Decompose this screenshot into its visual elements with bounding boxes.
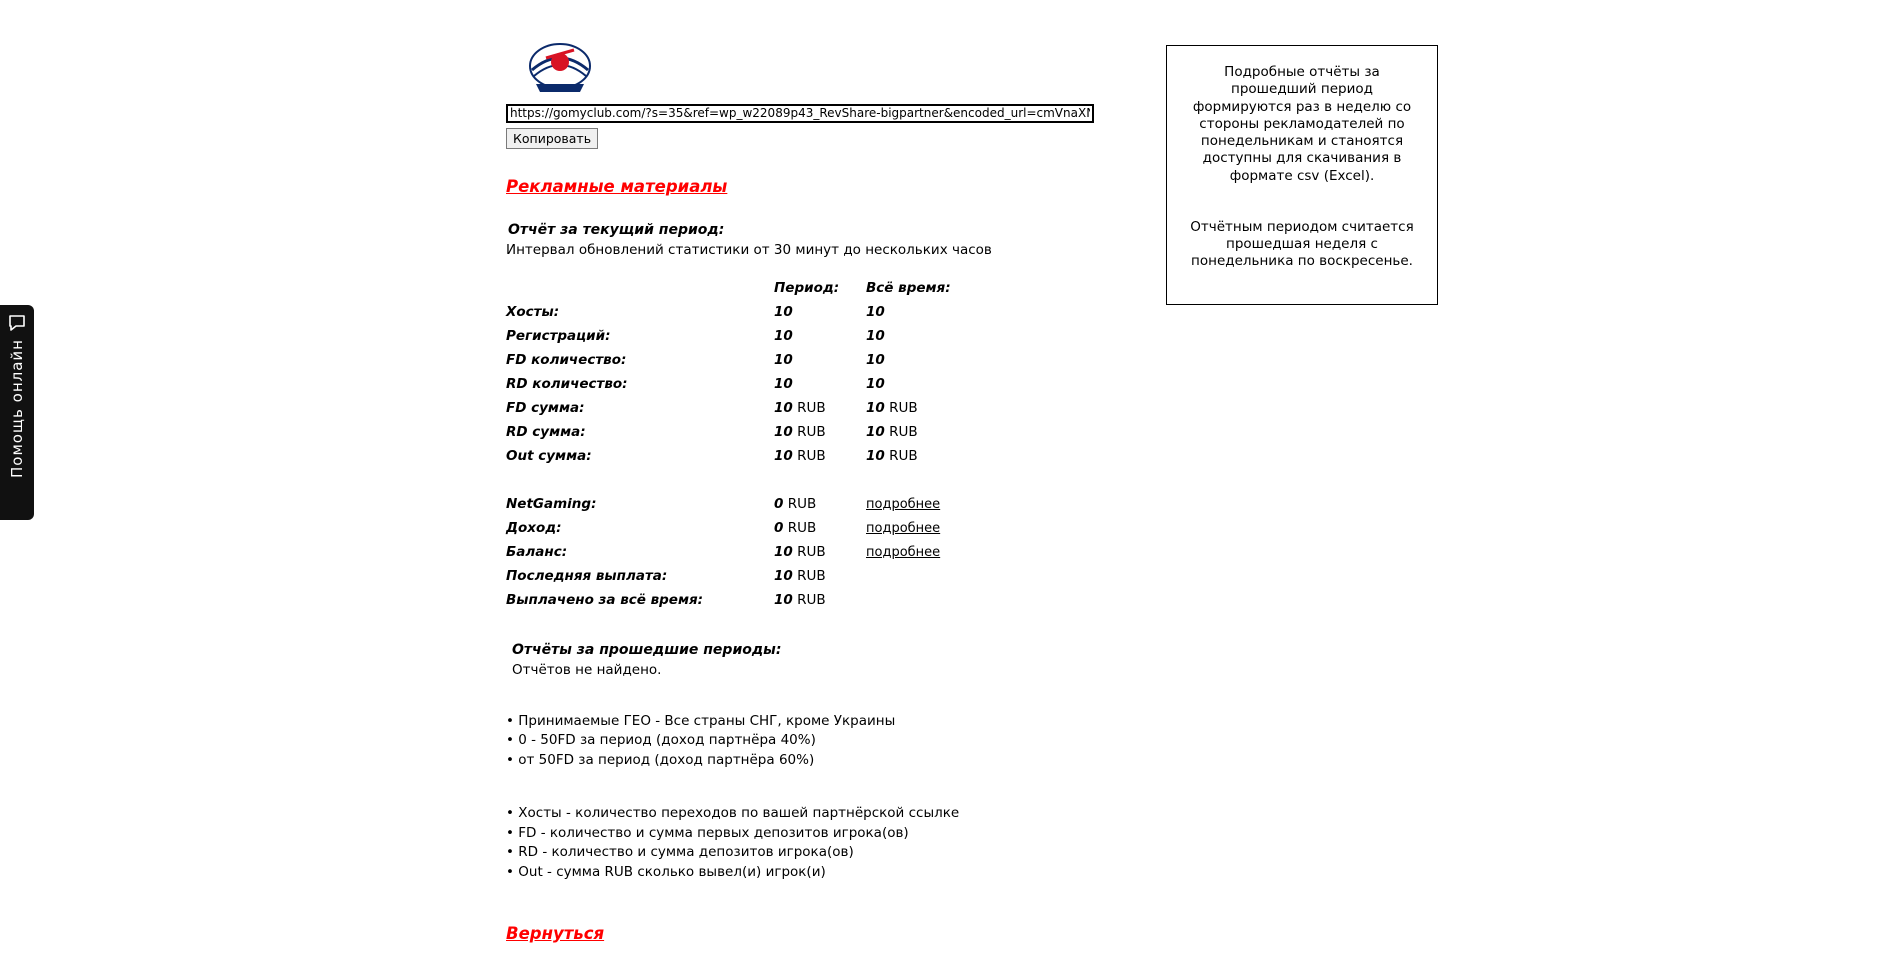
row-total-value: 10 — [866, 423, 885, 440]
current-report-title: Отчёт за текущий период: — [508, 221, 725, 238]
row-total-currency: RUB — [889, 423, 918, 440]
row-period-currency: RUB — [797, 591, 826, 608]
row-label: Последняя выплата: — [506, 567, 668, 584]
row-period-currency: RUB — [797, 447, 826, 464]
list-item: • FD - количество и сумма первых депозитов игрока(ов) — [506, 826, 1126, 842]
row-label: RD сумма: — [506, 423, 586, 440]
row-total-value: 10 — [866, 447, 885, 464]
row-period-value: 10 — [774, 423, 793, 440]
row-period-currency: RUB — [797, 423, 826, 440]
stats-table — [506, 280, 986, 616]
list-item: • от 50FD за период (доход партнёра 60%) — [506, 753, 1126, 769]
table-row — [506, 544, 986, 568]
list-item: • 0 - 50FD за период (доход партнёра 40%) — [506, 733, 1126, 749]
chat-bubble-icon — [7, 313, 27, 333]
row-total-value: 10 — [866, 303, 885, 320]
row-total-currency: RUB — [889, 447, 918, 464]
current-report-note: Интервал обновлений статистики от 30 минут до нескольких часов — [506, 241, 992, 258]
details-link[interactable]: подробнее — [866, 520, 941, 536]
details-link[interactable]: подробнее — [866, 496, 941, 512]
list-item: • RD - количество и сумма депозитов игрока(ов) — [506, 845, 1126, 861]
glossary-list — [506, 806, 1126, 880]
help-online-label: Помощь онлайн — [8, 339, 26, 479]
row-period-value: 10 — [774, 351, 793, 368]
table-row — [506, 328, 986, 352]
table-row — [506, 448, 986, 472]
table-spacer — [506, 472, 986, 496]
row-label: Доход: — [506, 519, 562, 536]
row-period-value: 10 — [774, 399, 793, 416]
table-row — [506, 424, 986, 448]
table-header-row — [506, 280, 986, 304]
table-row — [506, 496, 986, 520]
table-row — [506, 376, 986, 400]
table-row — [506, 592, 986, 616]
promo-materials-link[interactable]: Рекламные материалы — [506, 176, 728, 196]
row-label: FD сумма: — [506, 399, 585, 416]
row-label: Регистраций: — [506, 327, 611, 344]
row-label: Хосты: — [506, 303, 560, 320]
row-label: RD количество: — [506, 375, 628, 392]
info-box — [1166, 45, 1438, 305]
table-row — [506, 304, 986, 328]
row-total-currency: RUB — [889, 399, 918, 416]
back-link[interactable]: Вернуться — [506, 924, 605, 944]
header-period: Период: — [774, 279, 840, 296]
row-period-currency: RUB — [797, 399, 826, 416]
past-reports-empty: Отчётов не найдено. — [512, 661, 662, 678]
row-period-value: 10 — [774, 567, 793, 584]
past-reports-title: Отчёты за прошедшие периоды: — [512, 641, 782, 658]
row-label: Выплачено за всё время: — [506, 591, 704, 608]
row-period-value: 10 — [774, 303, 793, 320]
row-label: Баланс: — [506, 543, 568, 560]
list-item: • Out - сумма RUB сколько вывел(и) игрок(и) — [506, 865, 1126, 881]
table-row — [506, 568, 986, 592]
row-period-value: 0 — [774, 519, 784, 536]
header-total: Всё время: — [866, 279, 951, 296]
row-period-value: 0 — [774, 495, 784, 512]
row-period-currency: RUB — [787, 495, 817, 512]
row-total-value: 10 — [866, 327, 885, 344]
table-row — [506, 400, 986, 424]
terms-list — [506, 714, 1126, 769]
row-label: NetGaming: — [506, 495, 597, 512]
referral-link-input[interactable] — [506, 104, 1094, 123]
help-online-tab[interactable] — [0, 305, 34, 520]
row-total-value: 10 — [866, 351, 885, 368]
row-label: Out сумма: — [506, 447, 592, 464]
row-total-value: 10 — [866, 399, 885, 416]
details-link[interactable]: подробнее — [866, 544, 941, 560]
info-paragraph-2: Отчётным периодом считается прошедшая неделя с понедельника по воскресенье. — [1190, 218, 1414, 270]
row-period-value: 10 — [774, 447, 793, 464]
row-total-value: 10 — [866, 375, 885, 392]
list-item: • Принимаемые ГЕО - Все страны СНГ, кроме Украины — [506, 714, 1126, 730]
row-period-currency: RUB — [797, 543, 826, 560]
copy-button[interactable]: Копировать — [506, 128, 598, 149]
row-period-value: 10 — [774, 543, 793, 560]
list-item: • Хосты - количество переходов по вашей партнёрской ссылке — [506, 806, 1126, 822]
main-content — [506, 40, 1126, 943]
row-label: FD количество: — [506, 351, 627, 368]
row-period-currency: RUB — [787, 519, 817, 536]
row-period-value: 10 — [774, 375, 793, 392]
site-logo — [526, 40, 594, 96]
table-row — [506, 520, 986, 544]
row-period-value: 10 — [774, 591, 793, 608]
row-period-currency: RUB — [797, 567, 826, 584]
info-paragraph-1: Подробные отчёты за прошедший период формируются раз в неделю со стороны рекламодателей по понедельникам и станоятся доступны для скачивания в формате csv (Excel). — [1192, 64, 1412, 184]
table-row — [506, 352, 986, 376]
row-period-value: 10 — [774, 327, 793, 344]
